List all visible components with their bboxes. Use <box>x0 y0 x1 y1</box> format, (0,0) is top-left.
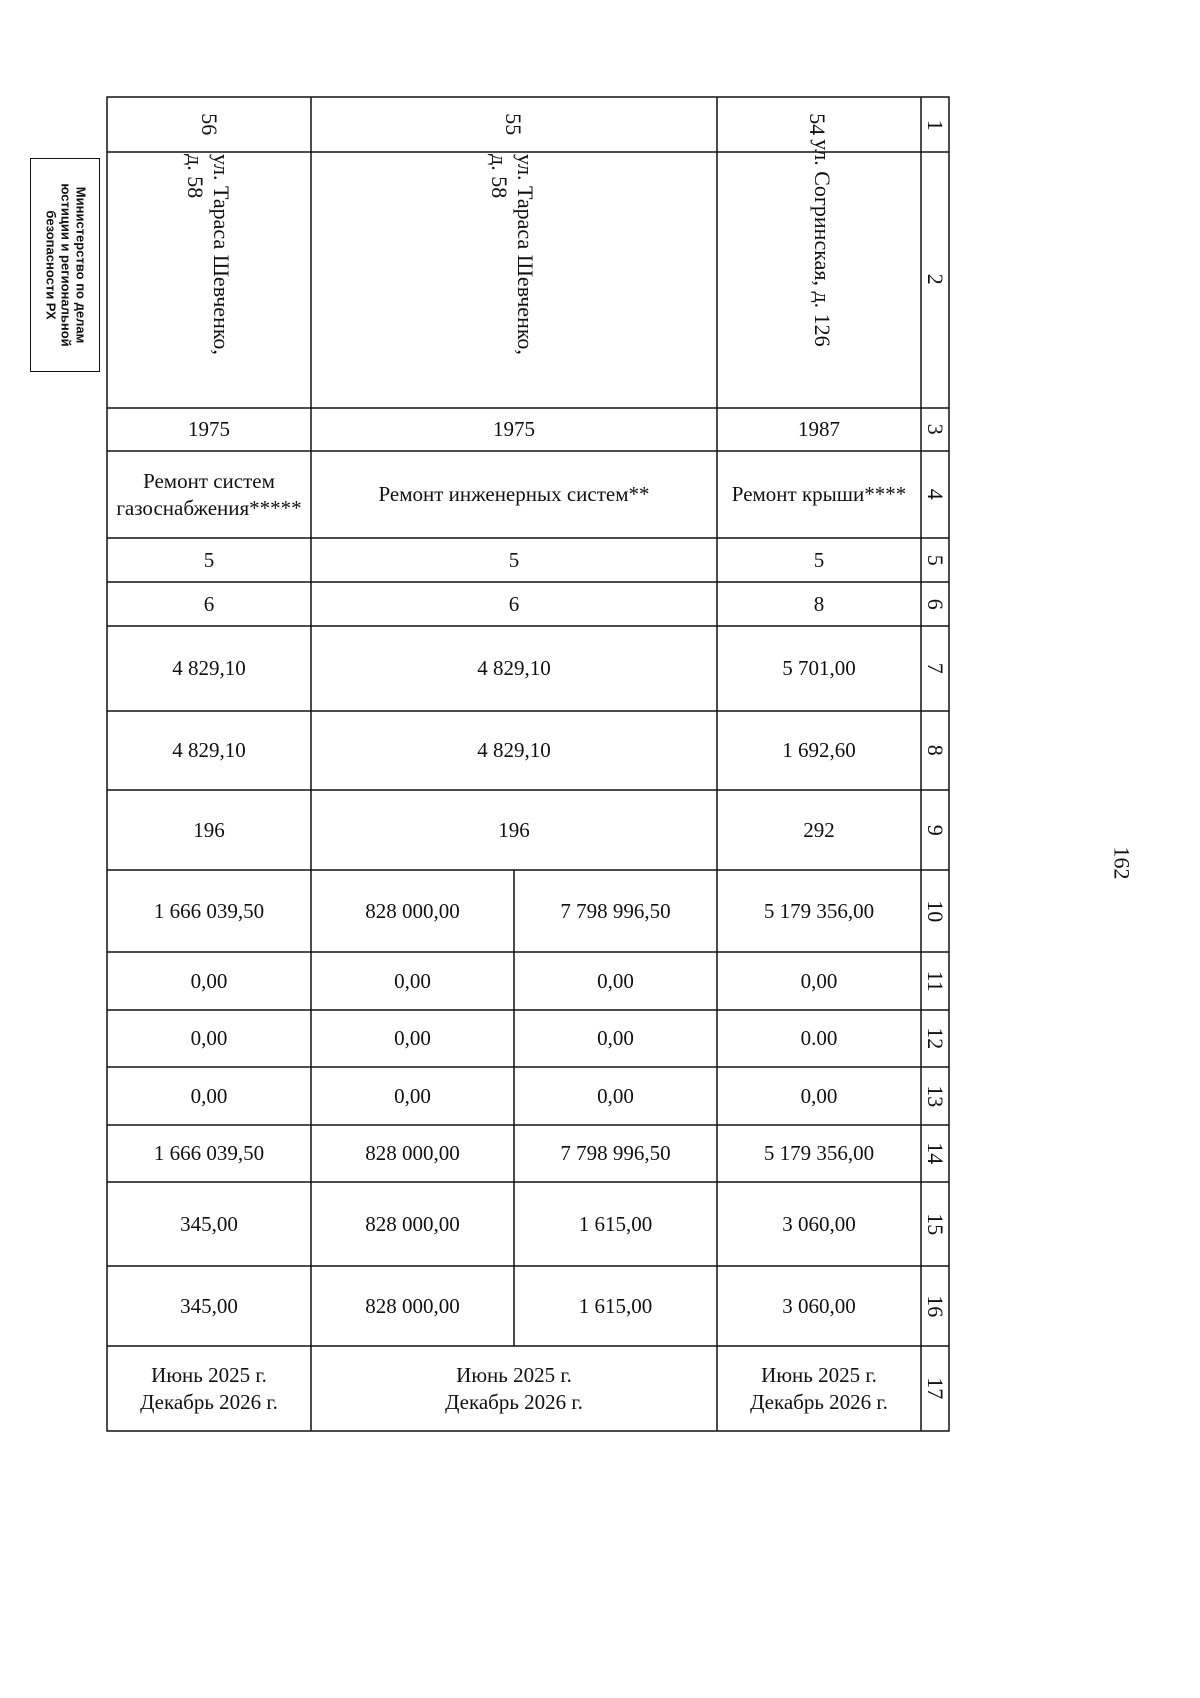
cell-54-c7: 5 701,00 <box>782 656 856 681</box>
cell-55-c15a: 828 000,00 <box>365 1211 460 1236</box>
year-54: 1987 <box>798 417 840 442</box>
cell-54-c10: 5 179 356,00 <box>763 898 875 923</box>
cell-55-c11b: 0,00 <box>597 968 634 993</box>
cell-55-c14a: 828 000,00 <box>365 1141 460 1166</box>
cell-54-c8: 1 692,60 <box>782 738 856 763</box>
ministry-stamp <box>30 158 100 372</box>
cell-54-c6: 8 <box>813 591 825 616</box>
col-index-17: 17 <box>923 1377 949 1400</box>
col-index-2: 2 <box>923 273 949 285</box>
cell-54-c15: 3 060,00 <box>782 1211 856 1236</box>
cell-55-c8: 4 829,10 <box>477 738 551 763</box>
cell-55-c9: 196 <box>498 817 530 842</box>
cell-55-c12b: 0,00 <box>597 1026 634 1051</box>
cell-56-c13: 0,00 <box>190 1083 228 1108</box>
cell-55-c5: 5 <box>508 547 520 572</box>
cell-56-c11: 0,00 <box>190 968 228 993</box>
cell-54-c13: 0,00 <box>800 1083 838 1108</box>
work-type-56: Ремонт систем газоснабжения***** <box>116 469 302 520</box>
row-number-54: 54 <box>805 113 831 136</box>
stamp-line: безопасности РХ <box>43 210 59 320</box>
period-55: Июнь 2025 г. Декабрь 2026 г. <box>445 1363 583 1414</box>
col-index-4: 4 <box>923 488 949 500</box>
cell-55-c14b: 7 798 996,50 <box>560 1141 671 1166</box>
period-54: Июнь 2025 г. Декабрь 2026 г. <box>750 1363 888 1414</box>
col-index-6: 6 <box>923 598 949 610</box>
cell-56-c7: 4 829,10 <box>172 656 246 681</box>
cell-56-c15: 345,00 <box>180 1211 238 1236</box>
year-55: 1975 <box>493 417 535 442</box>
col-index-9: 9 <box>923 824 949 836</box>
col-index-13: 13 <box>923 1085 949 1108</box>
stamp-line: юстиции и региональной <box>58 183 74 347</box>
address-55: ул. Тараса Шевченко, д. 58 <box>487 154 538 355</box>
cell-55-c11a: 0,00 <box>394 968 431 993</box>
cell-55-c13b: 0,00 <box>597 1083 634 1108</box>
col-index-16: 16 <box>923 1295 949 1318</box>
col-index-8: 8 <box>923 744 949 756</box>
cell-54-c9: 292 <box>803 817 835 842</box>
cell-54-c12: 0.00 <box>800 1026 838 1051</box>
address-56: ул. Тараса Шевченко, д. 58 <box>183 154 234 355</box>
cell-56-c9: 196 <box>193 817 225 842</box>
cell-55-c12a: 0,00 <box>394 1026 431 1051</box>
col-index-10: 10 <box>923 900 949 923</box>
cell-56-c12: 0,00 <box>190 1026 228 1051</box>
col-index-12: 12 <box>923 1027 949 1050</box>
address-54: ул. Согринская, д. 126 <box>810 139 836 347</box>
stamp-line: Министерство по делам <box>73 186 89 344</box>
col-index-1: 1 <box>923 119 949 131</box>
cell-55-c10a: 828 000,00 <box>365 898 460 923</box>
cell-56-c10: 1 666 039,50 <box>153 898 265 923</box>
cell-56-c5: 5 <box>203 547 215 572</box>
cell-54-c11: 0,00 <box>800 968 838 993</box>
col-index-7: 7 <box>923 662 949 674</box>
row-number-55: 55 <box>501 113 527 136</box>
cell-55-c13a: 0,00 <box>394 1083 431 1108</box>
year-56: 1975 <box>188 417 230 442</box>
period-56: Июнь 2025 г. Декабрь 2026 г. <box>140 1363 278 1414</box>
col-index-15: 15 <box>923 1213 949 1236</box>
cell-55-c7: 4 829,10 <box>477 656 551 681</box>
col-index-3: 3 <box>923 423 949 435</box>
cell-55-c16b: 1 615,00 <box>578 1293 653 1318</box>
work-type-55: Ремонт инженерных систем** <box>378 482 650 507</box>
page-number: 162 <box>1109 846 1135 880</box>
cell-54-c16: 3 060,00 <box>782 1293 856 1318</box>
cell-55-c15b: 1 615,00 <box>578 1211 653 1236</box>
cell-55-c6: 6 <box>508 591 520 616</box>
col-index-14: 14 <box>923 1142 949 1165</box>
col-index-5: 5 <box>923 554 949 566</box>
row-number-56: 56 <box>197 113 223 136</box>
cell-54-c5: 5 <box>813 547 825 572</box>
work-type-54: Ремонт крыши**** <box>731 482 907 507</box>
cell-56-c16: 345,00 <box>180 1293 238 1318</box>
col-index-11: 11 <box>923 970 949 992</box>
cell-55-c16a: 828 000,00 <box>365 1293 460 1318</box>
cell-56-c6: 6 <box>203 591 215 616</box>
cell-55-c10b: 7 798 996,50 <box>560 898 671 923</box>
cell-54-c14: 5 179 356,00 <box>763 1141 875 1166</box>
cell-56-c14: 1 666 039,50 <box>153 1141 265 1166</box>
cell-56-c8: 4 829,10 <box>172 738 246 763</box>
